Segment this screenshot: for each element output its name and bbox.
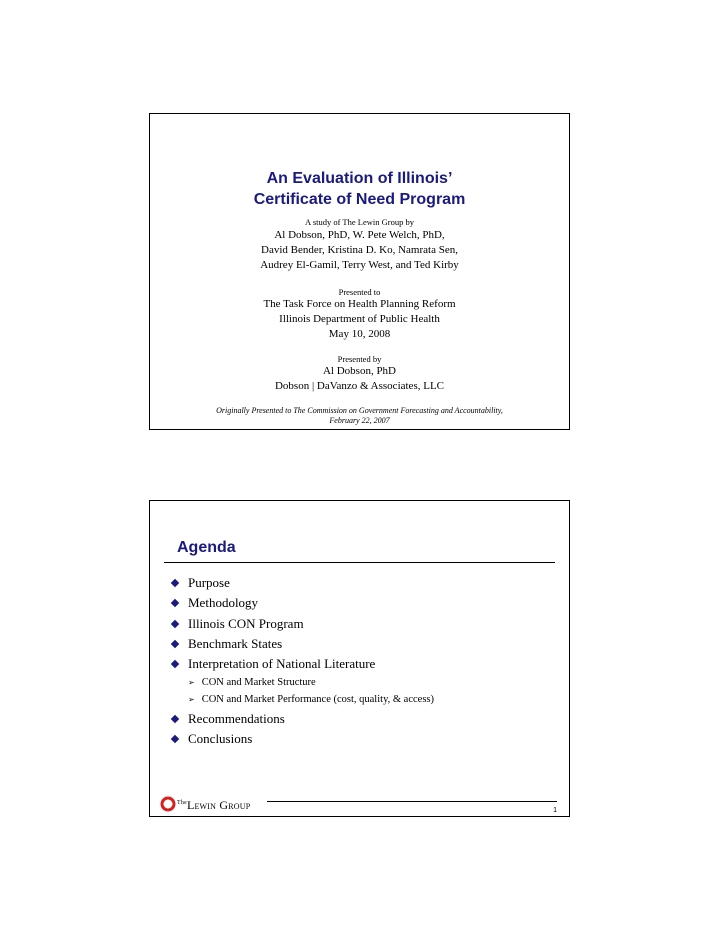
- sub-list-item: [168, 691, 434, 708]
- list-item: [168, 573, 434, 593]
- presented-by-label: Presented by: [337, 354, 382, 364]
- list-item: [168, 634, 434, 654]
- presented-by-line: Dobson | DaVanzo & Associates, LLC: [274, 380, 444, 392]
- list-item: [168, 593, 434, 613]
- list-item-label: Illinois CON Program: [188, 615, 304, 631]
- title-slide: [149, 113, 570, 430]
- list-item-label: Interpretation of National Literature: [188, 656, 376, 672]
- author-line: David Bender, Kristina D. Ko, Namrata Sen,: [261, 244, 458, 256]
- arrow-bullet-icon: ➢: [188, 678, 195, 688]
- presented-to-line: Illinois Department of Public Health: [279, 313, 440, 325]
- agenda-slide: [149, 500, 570, 817]
- author-line: Al Dobson, PhD, W. Pete Welch, PhD,: [274, 229, 445, 241]
- page-number: 1: [553, 807, 557, 814]
- lewin-group-logo: [160, 796, 250, 812]
- footer-divider: [267, 801, 557, 802]
- agenda-title: Agenda: [177, 539, 236, 556]
- list-item: [168, 654, 434, 674]
- diamond-bullet-icon: [171, 660, 179, 668]
- title-divider: [164, 562, 555, 563]
- diamond-bullet-icon: [171, 640, 179, 648]
- presented-by-block: [150, 364, 569, 394]
- presented-to-block: [150, 297, 569, 342]
- diamond-bullet-icon: [171, 619, 179, 627]
- note-line: February 22, 2007: [329, 416, 390, 425]
- list-item-label: Conclusions: [188, 730, 253, 746]
- original-presentation-note: [150, 406, 569, 426]
- logo-wordmark: $^{The}$Lewin Group: [177, 797, 251, 812]
- diamond-bullet-icon: [171, 735, 179, 743]
- title-line-1: An Evaluation of Illinois’: [266, 170, 453, 187]
- list-item: [168, 614, 434, 634]
- arrow-bullet-icon: ➢: [188, 695, 195, 705]
- list-item-label: Recommendations: [188, 710, 285, 726]
- list-item: [168, 708, 434, 728]
- list-item: [168, 729, 434, 749]
- sub-list-item: [168, 674, 434, 691]
- diamond-bullet-icon: [171, 714, 179, 722]
- diamond-bullet-icon: [171, 599, 179, 607]
- sub-list-item-label: CON and Market Performance (cost, quality, & access): [201, 694, 434, 706]
- list-item-label: Benchmark States: [188, 636, 283, 652]
- slide-title: [150, 168, 569, 210]
- list-item-label: Methodology: [188, 595, 259, 611]
- sub-list-item-label: CON and Market Structure: [201, 677, 316, 689]
- intro-label: A study of The Lewin Group by: [305, 217, 414, 227]
- presented-to-label: Presented to: [338, 287, 381, 297]
- presented-to-line: May 10, 2008: [328, 328, 391, 340]
- author-line: Audrey El-Gamil, Terry West, and Ted Kirby: [260, 259, 459, 271]
- presented-to-line: The Task Force on Health Planning Reform: [263, 298, 456, 310]
- presented-by-line: Al Dobson, PhD: [322, 365, 397, 377]
- lewin-o-icon: [160, 796, 176, 812]
- list-item-label: Purpose: [188, 575, 230, 591]
- note-line: Originally Presented to The Commission on Government Forecasting and Accountability,: [216, 406, 503, 415]
- title-line-2: Certificate of Need Program: [253, 191, 466, 208]
- authors-block: [150, 228, 569, 273]
- agenda-list: [168, 573, 434, 749]
- diamond-bullet-icon: [171, 579, 179, 587]
